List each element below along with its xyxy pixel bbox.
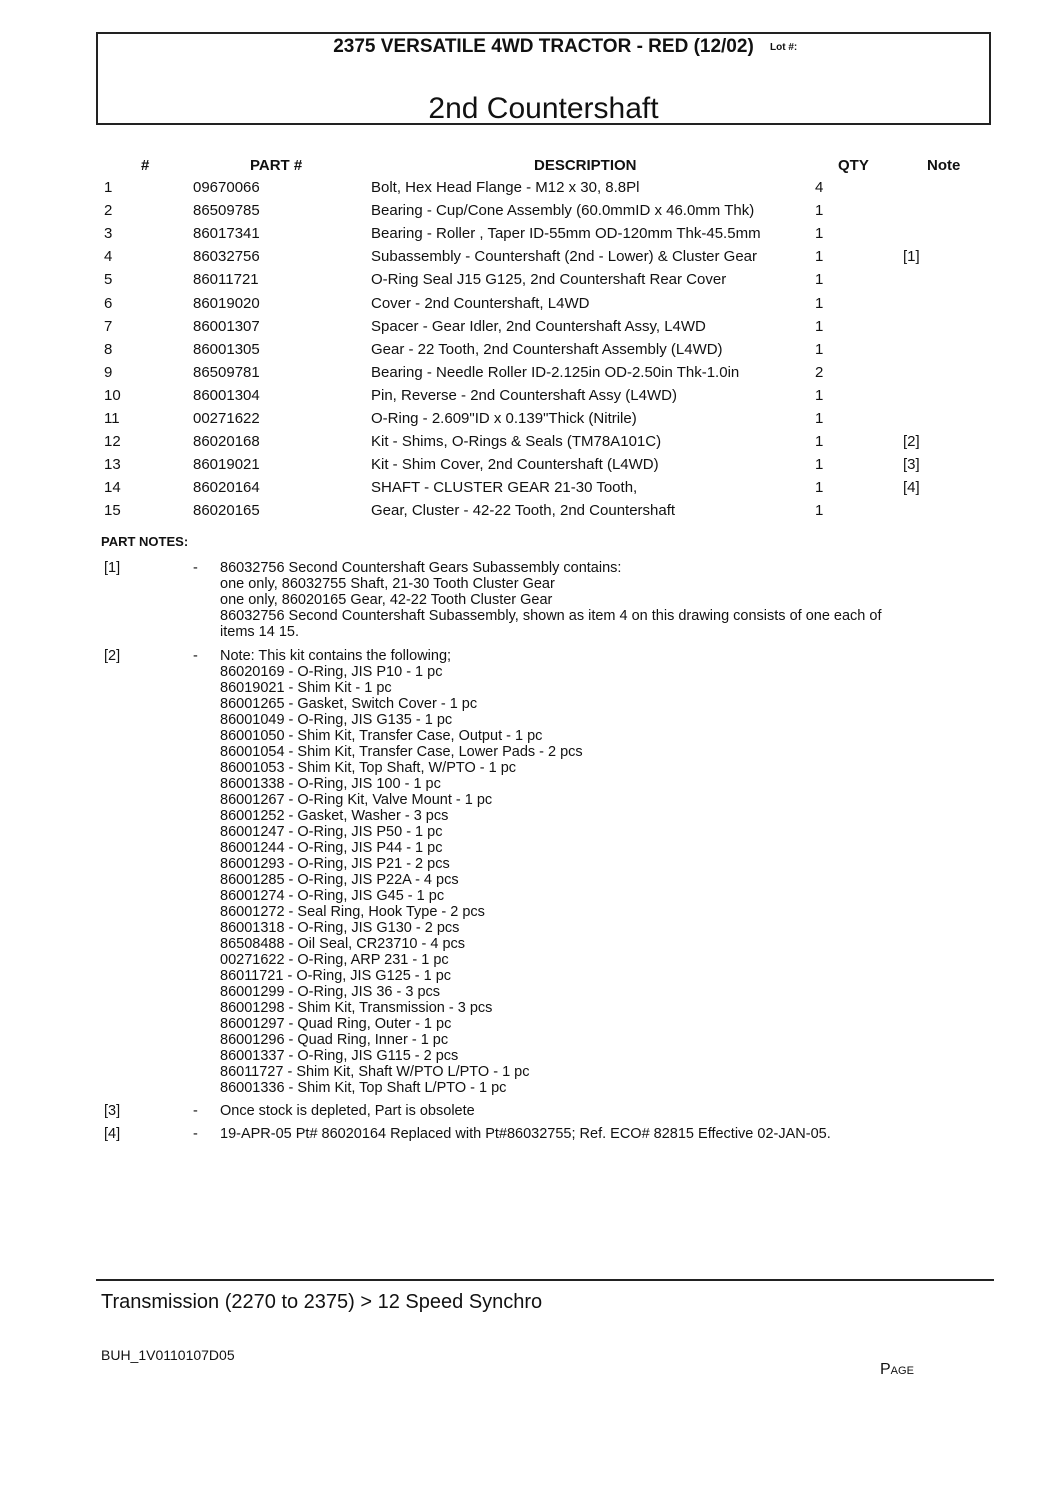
cell-part: 86001304 — [193, 386, 260, 404]
note-line: 86001285 - O-Ring, JIS P22A - 4 pcs — [220, 872, 459, 888]
footer-divider — [96, 1279, 994, 1281]
cell-description: Bolt, Hex Head Flange - M12 x 30, 8.8Pl — [371, 179, 640, 196]
column-header-qty: QTY — [838, 157, 869, 174]
cell-num: 7 — [104, 317, 113, 335]
cell-description: Cover - 2nd Countershaft, L4WD — [371, 294, 590, 312]
cell-qty: 1 — [815, 202, 824, 220]
note-line: 86001050 - Shim Kit, Transfer Case, Output - 1 pc — [220, 728, 543, 744]
note-line: 86001338 - O-Ring, JIS 100 - 1 pc — [220, 776, 441, 792]
note-line: 86001252 - Gasket, Washer - 3 pcs — [220, 808, 449, 824]
cell-qty: 1 — [815, 433, 824, 451]
table-row — [0, 410, 1060, 433]
column-header-note: Note — [927, 157, 961, 174]
note-text — [220, 1126, 980, 1142]
note-ref: [4] — [104, 1126, 121, 1142]
cell-part: 86001307 — [193, 317, 260, 335]
note-text — [220, 1103, 980, 1119]
part-notes-title: PART NOTES: — [101, 534, 189, 549]
note-line: 86001337 - O-Ring, JIS G115 - 2 pcs — [220, 1048, 459, 1064]
cell-note: [4] — [903, 479, 920, 497]
cell-num: 12 — [104, 433, 121, 451]
note-line: 00271622 - O-Ring, ARP 231 - 1 pc — [220, 952, 449, 968]
note-line: 86001297 - Quad Ring, Outer - 1 pc — [220, 1016, 452, 1032]
table-row — [0, 179, 1060, 202]
note-line: 86001053 - Shim Kit, Top Shaft, W/PTO - 1 pc — [220, 760, 517, 776]
table-row — [0, 364, 1060, 387]
note-line: 86001265 - Gasket, Switch Cover - 1 pc — [220, 696, 478, 712]
cell-part: 09670066 — [193, 179, 260, 196]
table-row — [0, 225, 1060, 248]
note-text — [220, 648, 980, 1096]
table-row — [0, 295, 1060, 318]
cell-description: Bearing - Needle Roller ID-2.125in OD-2.50in Thk-1.0in — [371, 363, 740, 381]
note-line: Once stock is depleted, Part is obsolete — [220, 1103, 475, 1119]
cell-description: SHAFT - CLUSTER GEAR 21-30 Tooth, — [371, 479, 638, 497]
note-line: 86001296 - Quad Ring, Inner - 1 pc — [220, 1032, 449, 1048]
cell-qty: 1 — [815, 502, 824, 520]
cell-note: [3] — [903, 456, 920, 474]
note-line: 86001049 - O-Ring, JIS G135 - 1 pc — [220, 712, 453, 728]
note-line: 86032756 Second Countershaft Gears Subassembly contains: — [220, 560, 622, 576]
note-line: 86001272 - Seal Ring, Hook Type - 2 pcs — [220, 904, 485, 920]
table-row — [0, 479, 1060, 502]
cell-num: 13 — [104, 456, 121, 474]
cell-description: Pin, Reverse - 2nd Countershaft Assy (L4WD) — [371, 386, 677, 404]
cell-num: 10 — [104, 386, 121, 404]
column-header-description: DESCRIPTION — [534, 157, 637, 174]
cell-qty: 1 — [815, 294, 824, 312]
cell-qty: 1 — [815, 225, 824, 243]
note-line: 86001336 - Shim Kit, Top Shaft L/PTO - 1 pc — [220, 1080, 507, 1096]
column-header-part: PART # — [250, 157, 303, 174]
cell-description: O-Ring - 2.609"ID x 0.139"Thick (Nitrile) — [371, 410, 637, 427]
table-row — [0, 202, 1060, 225]
note-line: 86011721 - O-Ring, JIS G125 - 1 pc — [220, 968, 452, 984]
cell-part: 86020165 — [193, 502, 260, 520]
cell-qty: 2 — [815, 363, 824, 381]
note-line: one only, 86032755 Shaft, 21-30 Tooth Cluster Gear — [220, 576, 555, 592]
note-line: 86001293 - O-Ring, JIS P21 - 2 pcs — [220, 856, 450, 872]
note-line: 86032756 Second Countershaft Subassembly, shown as item 4 on this drawing consists of one each of — [220, 608, 882, 624]
cell-part: 86020168 — [193, 433, 260, 451]
cell-num: 2 — [104, 202, 113, 220]
table-row — [0, 341, 1060, 364]
cell-part: 00271622 — [193, 410, 260, 427]
note-line: 86001298 - Shim Kit, Transmission - 3 pcs — [220, 1000, 493, 1016]
note-line: 86001318 - O-Ring, JIS G130 - 2 pcs — [220, 920, 460, 936]
cell-num: 5 — [104, 271, 113, 289]
cell-num: 1 — [104, 179, 113, 196]
page-label: Page — [880, 1361, 914, 1378]
cell-part: 86509781 — [193, 363, 260, 381]
cell-description: Kit - Shims, O-Rings & Seals (TM78A101C) — [371, 433, 662, 451]
document-code: BUH_1V0110107D05 — [101, 1347, 235, 1363]
cell-num: 15 — [104, 502, 121, 520]
cell-qty: 4 — [815, 179, 824, 196]
note-line: 86001244 - O-Ring, JIS P44 - 1 pc — [220, 840, 443, 856]
breadcrumb: Transmission (2270 to 2375) > 12 Speed Synchro — [101, 1291, 543, 1313]
cell-qty: 1 — [815, 317, 824, 335]
cell-part: 86017341 — [193, 225, 260, 243]
note-dash: - — [193, 648, 198, 664]
cell-description: O-Ring Seal J15 G125, 2nd Countershaft Rear Cover — [371, 271, 727, 289]
cell-qty: 1 — [815, 386, 824, 404]
note-line: 86001299 - O-Ring, JIS 36 - 3 pcs — [220, 984, 441, 1000]
document-title: 2375 VERSATILE 4WD TRACTOR - RED (12/02) — [333, 36, 754, 57]
cell-num: 14 — [104, 479, 121, 497]
note-line: Note: This kit contains the following; — [220, 648, 452, 664]
cell-part: 86509785 — [193, 202, 260, 220]
note-ref: [1] — [104, 560, 121, 576]
cell-description: Bearing - Roller , Taper ID-55mm OD-120mm Thk-45.5mm — [371, 225, 761, 243]
cell-part: 86019020 — [193, 294, 260, 312]
cell-part: 86020164 — [193, 479, 260, 497]
note-line: 86001247 - O-Ring, JIS P50 - 1 pc — [220, 824, 443, 840]
note-line: 86019021 - Shim Kit - 1 pc — [220, 680, 392, 696]
note-line: 86001267 - O-Ring Kit, Valve Mount - 1 pc — [220, 792, 493, 808]
cell-qty: 1 — [815, 340, 824, 358]
cell-num: 8 — [104, 340, 113, 358]
table-row — [0, 456, 1060, 479]
note-ref: [3] — [104, 1103, 121, 1119]
lot-label: Lot #: — [770, 42, 798, 53]
note-dash: - — [193, 1126, 198, 1142]
document-subtitle: 2nd Countershaft — [428, 92, 659, 125]
table-row — [0, 502, 1060, 525]
note-line: 86508488 - Oil Seal, CR23710 - 4 pcs — [220, 936, 466, 952]
table-row — [0, 433, 1060, 456]
cell-qty: 1 — [815, 456, 824, 474]
note-ref: [2] — [104, 648, 121, 664]
note-line: 86020169 - O-Ring, JIS P10 - 1 pc — [220, 664, 443, 680]
cell-qty: 1 — [815, 248, 824, 266]
cell-description: Kit - Shim Cover, 2nd Countershaft (L4WD) — [371, 456, 659, 474]
cell-description: Gear - 22 Tooth, 2nd Countershaft Assembly (L4WD) — [371, 340, 723, 358]
cell-qty: 1 — [815, 271, 824, 289]
note-dash: - — [193, 1103, 198, 1119]
cell-num: 3 — [104, 225, 113, 243]
note-line: 86011727 - Shim Kit, Shaft W/PTO L/PTO - 1 pc — [220, 1064, 530, 1080]
table-row — [0, 248, 1060, 271]
cell-qty: 1 — [815, 410, 824, 427]
cell-description: Gear, Cluster - 42-22 Tooth, 2nd Countershaft — [371, 502, 676, 520]
document-header — [96, 32, 991, 125]
note-line: 86001054 - Shim Kit, Transfer Case, Lower Pads - 2 pcs — [220, 744, 583, 760]
table-row — [0, 387, 1060, 410]
cell-num: 6 — [104, 294, 113, 312]
note-line: items 14 15. — [220, 624, 299, 640]
cell-description: Subassembly - Countershaft (2nd - Lower) & Cluster Gear — [371, 248, 757, 266]
cell-description: Bearing - Cup/Cone Assembly (60.0mmID x 46.0mm Thk) — [371, 202, 755, 220]
cell-part: 86019021 — [193, 456, 260, 474]
cell-qty: 1 — [815, 479, 824, 497]
note-line: 86001274 - O-Ring, JIS G45 - 1 pc — [220, 888, 445, 904]
cell-note: [1] — [903, 248, 920, 266]
cell-description: Spacer - Gear Idler, 2nd Countershaft Assy, L4WD — [371, 317, 706, 335]
cell-part: 86001305 — [193, 340, 260, 358]
note-line: one only, 86020165 Gear, 42-22 Tooth Cluster Gear — [220, 592, 553, 608]
note-line: 19-APR-05 Pt# 86020164 Replaced with Pt#86032755; Ref. ECO# 82815 Effective 02-JAN-05. — [220, 1126, 831, 1142]
cell-num: 11 — [104, 410, 120, 427]
column-header-num: # — [141, 157, 150, 174]
cell-note: [2] — [903, 433, 920, 451]
note-text — [220, 560, 980, 640]
table-row — [0, 271, 1060, 294]
cell-part: 86032756 — [193, 248, 260, 266]
note-dash: - — [193, 560, 198, 576]
cell-num: 4 — [104, 248, 113, 266]
cell-num: 9 — [104, 363, 113, 381]
cell-part: 86011721 — [193, 271, 259, 289]
table-row — [0, 318, 1060, 341]
